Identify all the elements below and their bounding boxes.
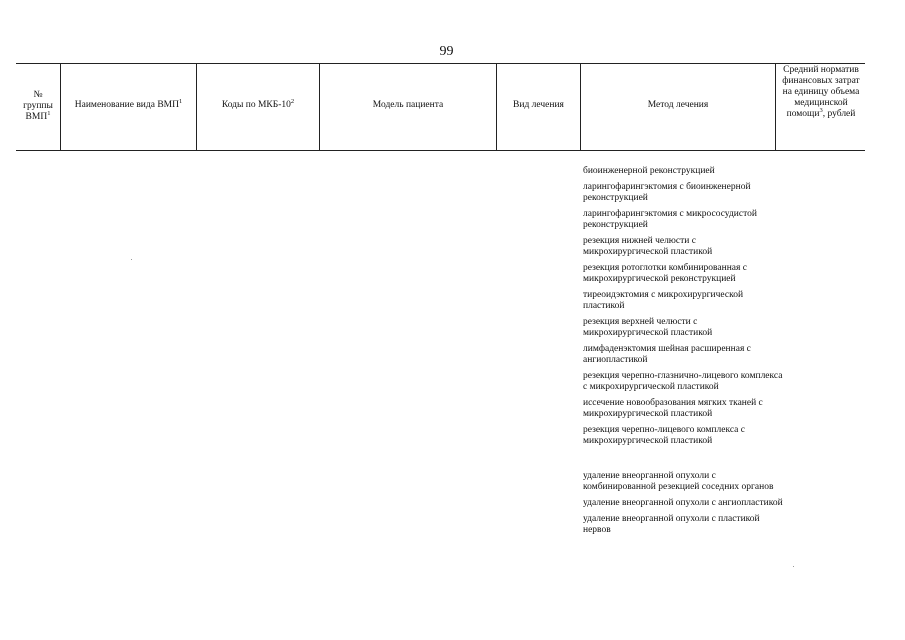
list-item: биоинженерной реконструкцией: [583, 166, 715, 176]
column-divider: [319, 63, 320, 151]
list-item: резекция нижней челюсти с микрохирургической пластикой: [583, 236, 713, 257]
list-item: иссечение новообразования мягких тканей с микрохирургической пластикой: [583, 398, 763, 419]
header-patient-model: [321, 100, 495, 111]
header-treatment-type: [498, 100, 579, 111]
column-divider: [775, 63, 776, 151]
header-icd-codes-text: Коды по МКБ-10: [221, 100, 291, 110]
footnote-mark: 1: [178, 97, 183, 105]
scan-speck: [131, 259, 132, 260]
list-item: резекция ротоглотки комбинированная с микрохирургической реконструкцией: [583, 263, 747, 284]
list-item: удаление внеорганной опухоли с комбинированной резекцией соседних органов: [583, 471, 774, 492]
header-cost-standard-suffix: , рублей: [822, 109, 856, 119]
footnote-mark: 3: [819, 106, 823, 114]
column-divider: [60, 63, 61, 151]
list-item: лимфаденэктомия шейная расширенная с ангиопластикой: [583, 344, 751, 365]
header-group-number: [20, 90, 56, 123]
header-group-number-text: № группы ВМП: [23, 90, 53, 122]
header-treatment-method-text: Метод лечения: [647, 100, 709, 110]
table-header-bottom-border: [16, 150, 865, 151]
header-treatment-method: [582, 100, 774, 111]
column-divider: [580, 63, 581, 151]
header-cost-standard: [778, 65, 864, 120]
list-item: резекция верхней челюсти с микрохирургической пластикой: [583, 317, 713, 338]
header-vmp-name: [62, 97, 195, 111]
header-cost-standard-text: Средний норматив финансовых затрат на единицу объема медицинской помощи: [782, 65, 860, 119]
list-item: удаление внеорганной опухоли с пластикой нервов: [583, 514, 760, 535]
list-item: ларингофарингэктомия с микрососудистой реконструкцией: [583, 209, 757, 230]
page-number: 99: [439, 44, 454, 59]
list-item: тиреоидэктомия с микрохирургической пластикой: [583, 290, 744, 311]
header-treatment-type-text: Вид лечения: [513, 100, 564, 110]
column-divider: [196, 63, 197, 151]
table-top-border: [16, 63, 865, 64]
list-item: ларингофарингэктомия с биоинженерной реконструкцией: [583, 182, 751, 203]
footnote-mark: 2: [290, 97, 295, 105]
list-item: удаление внеорганной опухоли с ангиопластикой: [583, 498, 783, 508]
header-patient-model-text: Модель пациента: [372, 100, 444, 110]
list-item: резекция черепно-глазнично-лицевого комплекса с микрохирургической пластикой: [583, 371, 783, 392]
list-item: резекция черепно-лицевого комплекса с микрохирургической пластикой: [583, 425, 745, 446]
scan-speck: [793, 566, 794, 567]
footnote-mark: 1: [47, 109, 51, 117]
treatment-method-list: [583, 166, 783, 541]
column-divider: [496, 63, 497, 151]
header-icd-codes: [198, 97, 318, 111]
header-vmp-name-text: Наименование вида ВМП: [74, 100, 179, 110]
